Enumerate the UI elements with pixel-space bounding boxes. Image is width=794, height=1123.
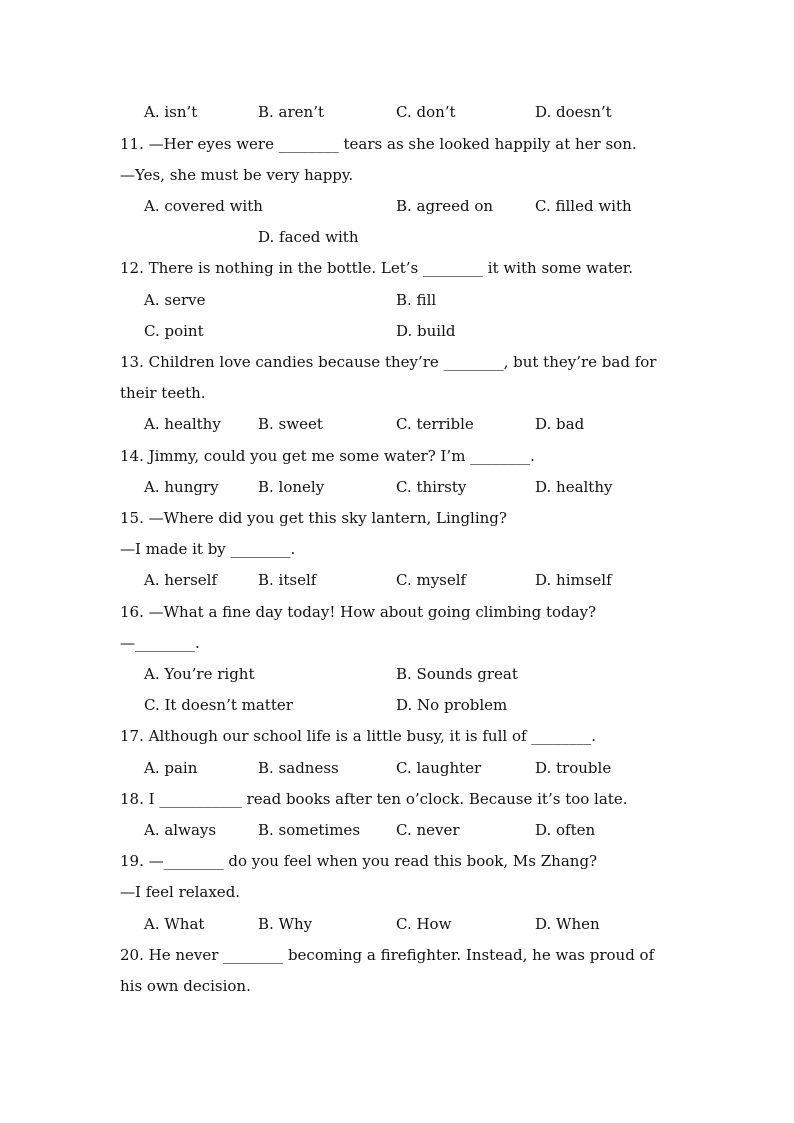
q14-option-b: B. lonely [258, 478, 325, 496]
q14-stem: 14. Jimmy, could you get me some water? I’m ________. [120, 447, 535, 465]
q19-option-b: B. Why [258, 915, 313, 933]
q11-stem-line2: —Yes, she must be very happy. [120, 166, 354, 184]
q16-option-b: B. Sounds great [396, 665, 518, 683]
q18-option-a: A. always [144, 821, 217, 839]
q17-stem: 17. Although our school life is a little busy, it is full of ________. [120, 727, 597, 745]
q18-option-b: B. sometimes [258, 821, 361, 839]
q15-option-d: D. himself [535, 571, 612, 589]
q19-option-c: C. How [396, 915, 452, 933]
q15-stem-line2: —I made it by ________. [120, 540, 296, 558]
q18-option-d: D. often [535, 821, 596, 839]
q20-stem-line2: his own decision. [120, 977, 251, 995]
q19-stem-line2: —I feel relaxed. [120, 883, 241, 901]
q16-option-c: C. It doesn’t matter [144, 696, 293, 714]
q20-stem-line1: 20. He never ________ becoming a firefighter. Instead, he was proud of [120, 946, 655, 964]
q13-option-a: A. healthy [144, 415, 221, 433]
q16-option-a: A. You’re right [144, 665, 255, 683]
q11-option-b: B. agreed on [396, 197, 494, 215]
q16-option-d: D. No problem [396, 696, 508, 714]
q15-option-c: C. myself [396, 571, 467, 589]
q12-option-a: A. serve [144, 291, 206, 309]
q14-option-d: D. healthy [535, 478, 613, 496]
q13-stem-line2: their teeth. [120, 384, 206, 402]
q13-option-d: D. bad [535, 415, 585, 433]
q14-option-a: A. hungry [144, 478, 219, 496]
q12-option-c: C. point [144, 322, 204, 340]
q17-option-d: D. trouble [535, 759, 612, 777]
q12-option-b: B. fill [396, 291, 437, 309]
q17-option-c: C. laughter [396, 759, 482, 777]
q18-stem: 18. I ___________ read books after ten o’clock. Because it’s too late. [120, 790, 628, 808]
q12-option-d: D. build [396, 322, 456, 340]
q13-option-c: C. terrible [396, 415, 474, 433]
q17-option-b: B. sadness [258, 759, 339, 777]
q11-stem-line1: 11. —Her eyes were ________ tears as she looked happily at her son. [120, 135, 637, 153]
q19-option-a: A. What [144, 915, 205, 933]
q15-option-b: B. itself [258, 571, 317, 589]
q18-option-c: C. never [396, 821, 460, 839]
q19-stem-line1: 19. —________ do you feel when you read this book, Ms Zhang? [120, 852, 598, 870]
q10-option-a: A. isn’t [144, 103, 198, 121]
q12-stem: 12. There is nothing in the bottle. Let’s ________ it with some water. [120, 259, 634, 277]
q10-option-c: C. don’t [396, 103, 456, 121]
q17-option-a: A. pain [144, 759, 198, 777]
q19-option-d: D. When [535, 915, 600, 933]
q13-option-b: B. sweet [258, 415, 323, 433]
q14-option-c: C. thirsty [396, 478, 467, 496]
q16-stem-line1: 16. —What a fine day today! How about going climbing today? [120, 603, 597, 621]
q13-stem-line1: 13. Children love candies because they’re ________, but they’re bad for [120, 353, 657, 371]
q16-stem-line2: —________. [120, 634, 200, 652]
q11-option-a: A. covered with [144, 197, 263, 215]
q10-option-b: B. aren’t [258, 103, 325, 121]
q15-stem-line1: 15. —Where did you get this sky lantern, Lingling? [120, 509, 507, 527]
q11-option-d: D. faced with [258, 228, 359, 246]
q11-option-c: C. filled with [535, 197, 632, 215]
q15-option-a: A. herself [144, 571, 218, 589]
q10-option-d: D. doesn’t [535, 103, 612, 121]
